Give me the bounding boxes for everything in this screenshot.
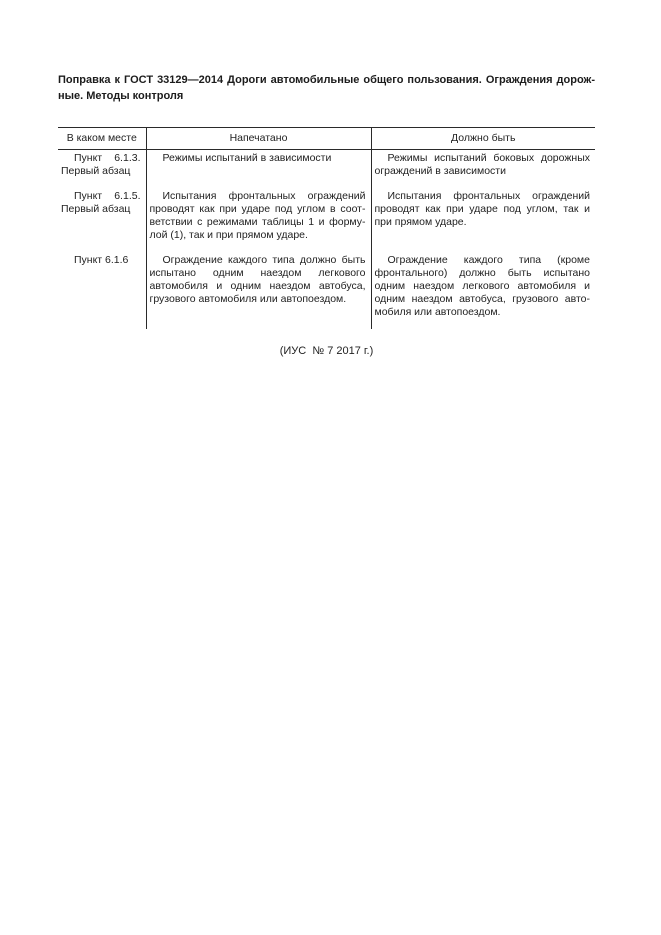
column-header-printed: Напечатано (146, 128, 371, 150)
table-row (58, 150, 595, 189)
table-row (58, 252, 595, 329)
cell-should-be (371, 252, 595, 329)
cell-location-text: Пункт 6.1.6 (74, 254, 129, 266)
cell-should-be-text: Режимы испытаний боковых дорожных ограждений в зависимости (374, 152, 590, 177)
cell-location-text: Пункт 6.1.3. Первый абзац (61, 152, 141, 177)
corrections-table (58, 127, 595, 329)
column-header-location: В каком месте (58, 128, 146, 150)
document-content (58, 72, 595, 358)
cell-printed (146, 252, 371, 329)
cell-location-text: Пункт 6.1.5. Первый абзац (61, 190, 141, 215)
cell-printed (146, 188, 371, 252)
cell-printed-text: Испытания фронтальных ограждений проводят как при ударе под углом в соответствии с режимами таблицы 1 и формулой (1), так и при прямом ударе. (149, 190, 366, 241)
cell-printed (146, 150, 371, 189)
table-row (58, 188, 595, 252)
table-header-row (58, 128, 595, 150)
cell-printed-text: Режимы испытаний в зависимости (162, 152, 332, 164)
cell-should-be-text: Испытания фронтальных ограждений проводят как при ударе под углом, так и при прямом ударе. (374, 190, 590, 228)
cell-location (58, 252, 146, 329)
footer-note: (ИУС № 7 2017 г.) (279, 345, 374, 357)
document-title: Поправка к ГОСТ 33129—2014 Дороги автомобильные общего пользования. Ограждения дорожные. Методы контроля (58, 74, 595, 102)
cell-should-be (371, 150, 595, 189)
cell-should-be (371, 188, 595, 252)
cell-printed-text: Ограждение каждого типа должно быть испытано одним наездом легкового автомобиля и одним наездом автобуса, грузового автомобиля или автопоездом. (149, 254, 366, 305)
cell-location (58, 150, 146, 189)
cell-location (58, 188, 146, 252)
column-header-should-be: Должно быть (371, 128, 595, 150)
cell-should-be-text: Ограждение каждого типа (кроме фронтального) должно быть испытано одним наездом легкового автомобиля и одним наездом автобуса, грузового автомобиля или автопоездом. (374, 254, 590, 318)
